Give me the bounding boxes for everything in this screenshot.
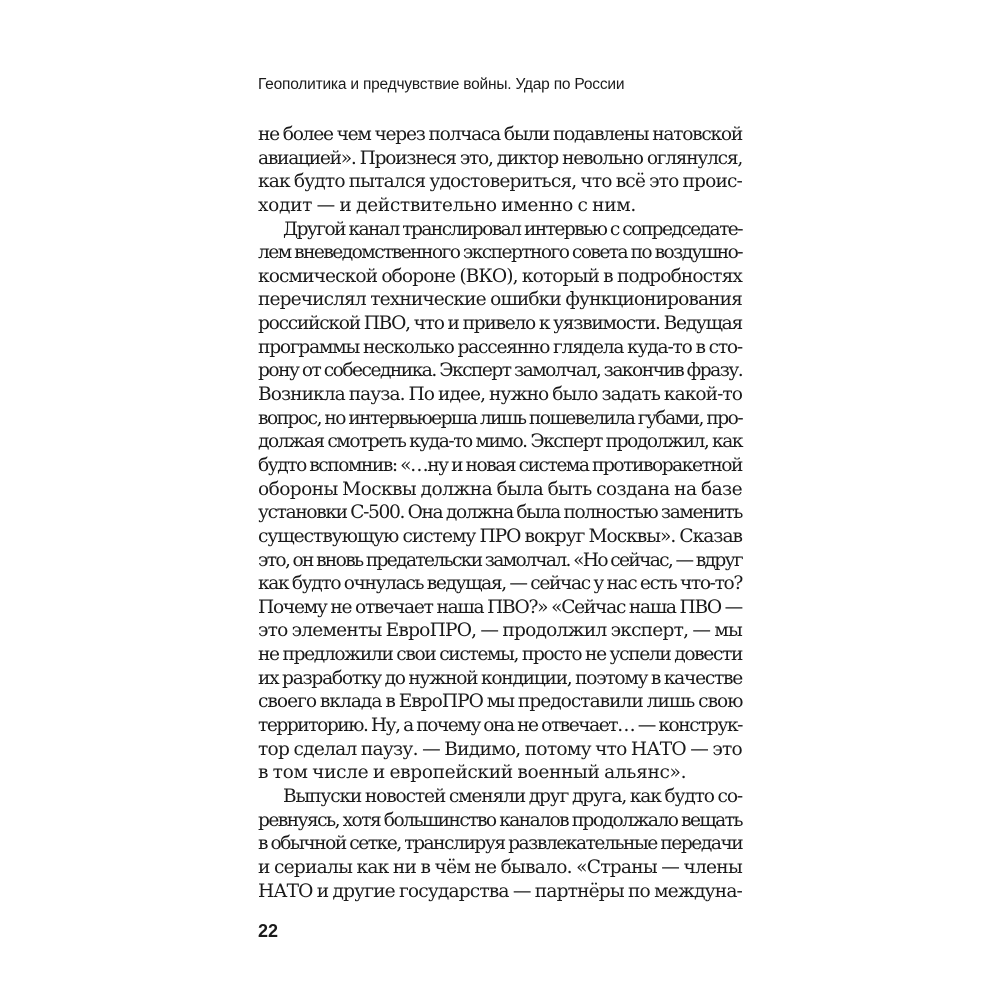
text-line: перечислял технические ошибки функционирования <box>258 289 742 311</box>
text-line: это элементы ЕвроПРО, — продолжил эксперт, — мы <box>258 620 742 642</box>
text-line: должая смотреть куда-то мимо. Эксперт продолжил, как <box>258 431 742 453</box>
text-line: Другой канал транслировал интервью с сопредседате- <box>283 218 742 240</box>
text-line: ревнуясь, хотя большинство каналов продолжало вещать <box>258 809 742 831</box>
text-line: авиацией». Произнеся это, диктор невольно оглянулся, <box>258 147 742 169</box>
text-line: лем вневедомственного экспертного совета по воздушно- <box>258 242 742 264</box>
text-line: обороны Москвы должна была быть создана на базе <box>258 478 742 500</box>
text-line: это, он вновь предательски замолчал. «Но сейчас, — вдруг <box>258 549 742 571</box>
text-line: своего вклада в ЕвроПРО мы предоставили лишь свою <box>258 691 743 713</box>
text-line: космической обороне (ВКО), который в подробностях <box>258 265 742 287</box>
paragraph <box>258 123 742 218</box>
text-line: программы несколько рассеянно глядела куда-то в сто- <box>258 336 742 358</box>
text-line: ходит — и действительно именно с ним. <box>258 194 636 216</box>
text-line: рону от собеседника. Эксперт замолчал, закончив фразу. <box>258 360 743 382</box>
text-line: тор сделал паузу. — Видимо, потому что НАТО — это <box>258 738 742 760</box>
text-line: в обычной сетке, транслируя развлекательные передачи <box>258 833 743 855</box>
text-line: НАТО и другие государства — партнёры по междуна- <box>258 880 742 902</box>
text-line: российской ПВО, что и привело к уязвимости. Ведущая <box>258 313 742 335</box>
paragraph <box>258 785 742 903</box>
text-line: не предложили свои системы, просто не успели довести <box>258 644 742 666</box>
body-text <box>258 123 742 903</box>
text-line: будто вспомнив: «…ну и новая система противоракетной <box>258 454 742 476</box>
text-line: Возникла пауза. По идее, нужно было задать какой-то <box>258 384 742 406</box>
text-line: Выпуски новостей сменяли друг друга, как будто со- <box>283 785 742 807</box>
paragraph <box>258 218 742 785</box>
text-line: установки С-500. Она должна была полностью заменить <box>258 502 742 524</box>
text-line: их разработку до нужной кондиции, поэтому в качестве <box>258 667 742 689</box>
text-line: как будто пытался удостовериться, что всё это проис- <box>258 171 742 193</box>
text-line: существующую систему ПРО вокруг Москвы». Сказав <box>258 525 742 547</box>
running-head: Геополитика и предчувствие войны. Удар по России <box>258 76 625 93</box>
text-line: Почему не отвечает наша ПВО?» «Сейчас наша ПВО — <box>258 596 742 618</box>
text-line: в том числе и европейский военный альянс». <box>258 762 687 784</box>
text-line: территорию. Ну, а почему она не отвечает… — конструк- <box>258 715 742 737</box>
text-line: не более чем через полчаса были подавлены натовской <box>258 124 742 145</box>
text-line: вопрос, но интервьюерша лишь пошевелила губами, про- <box>258 407 743 429</box>
text-line: и сериалы как ни в чём не бывало. «Страны — члены <box>258 856 742 878</box>
text-line: как будто очнулась ведущая, — сейчас у нас есть что-то? <box>258 573 742 595</box>
page-number: 22 <box>258 921 279 941</box>
